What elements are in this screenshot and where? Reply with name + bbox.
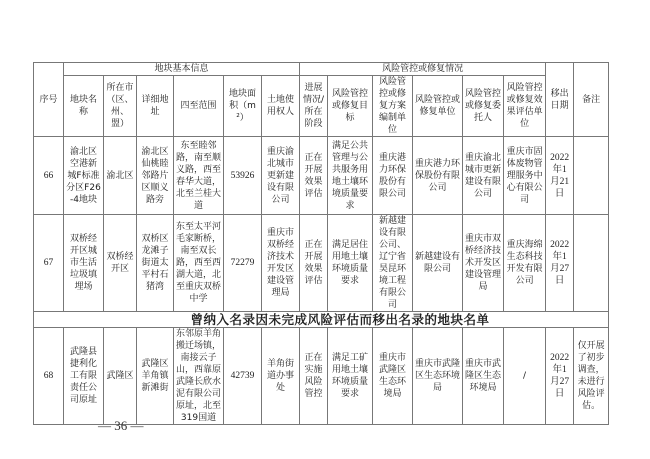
header-seq: 序号 [34, 63, 64, 137]
table-cell: 42739 [224, 328, 262, 425]
header-col: 地块面积（m²） [224, 76, 262, 137]
table-cell: 重庆市武隆区生态环境局 [373, 328, 413, 425]
table-row [34, 137, 609, 215]
header-row [34, 76, 609, 137]
table-cell: 重庆市武隆区生态环境局 [463, 328, 504, 425]
table-cell: 满足居住用地土壤环境质量要求 [328, 215, 373, 312]
removed-sites-table [33, 62, 609, 425]
table-cell: 重庆海绵生态科技开发有限公司 [504, 215, 546, 312]
table-cell: 双桥经开区城市生活垃圾填埋场 [64, 215, 104, 312]
header-remark: 备注 [574, 63, 609, 137]
table-cell: 渝北区 [104, 137, 137, 215]
row-seq: 67 [34, 215, 64, 312]
table-cell [574, 137, 609, 215]
header-group-risk: 风险管控或修复情况 [300, 63, 546, 76]
table-cell: 重庆港力环保股份有限公司 [413, 137, 463, 215]
table-cell: 仅开展了初步调查，未进行风险评估。 [574, 328, 609, 425]
table-cell: 2022年1月27日 [546, 328, 574, 425]
table-cell: 满足公共管理与公共服务用地土壤环境质量要求 [328, 137, 373, 215]
table-cell: 正在开展效果评估 [300, 137, 328, 215]
header-col: 风险管控或修复委托人 [463, 76, 504, 137]
table-cell: 东至睦邻路，南至顺义路，西至春华大道，北至兰桂大道 [174, 137, 224, 215]
table-cell: 双桥经开区 [104, 215, 137, 312]
row-seq: 68 [34, 328, 64, 425]
table-row [34, 328, 609, 425]
header-col: 四至范围 [174, 76, 224, 137]
header-group-row [34, 63, 609, 76]
table-cell: 武隆区 [104, 328, 137, 425]
table-cell: 羊角街道办事处 [262, 328, 300, 425]
table-cell: 2022年1月21日 [546, 137, 574, 215]
table-cell: 重庆港力环保股份有限公司 [373, 137, 413, 215]
header-group-basic: 地块基本信息 [64, 63, 300, 76]
table-cell: 重庆市武隆区生态环境局 [413, 328, 463, 425]
table-cell: 武隆县捷利化工有限责任公司原址 [64, 328, 104, 425]
table-cell: 新越建设有限公司 [413, 215, 463, 312]
table-cell: 2022年1月27日 [546, 215, 574, 312]
header-col: 进展情况/所在阶段 [300, 76, 328, 137]
table-cell: 重庆市双桥经济技术开发区建设管理局 [463, 215, 504, 312]
header-moved-date: 移出日期 [546, 63, 574, 137]
table-cell: 重庆渝北城市更新建设有限公司 [463, 137, 504, 215]
table-cell: 53926 [224, 137, 262, 215]
table-cell: 武隆区羊角镇新滩街 [137, 328, 174, 425]
table-cell: 双桥区龙滩子街道太平村石猪湾 [137, 215, 174, 312]
table-cell: 渝北区空港新城F标准分区F26-4地块 [64, 137, 104, 215]
header-col: 地块名称 [64, 76, 104, 137]
header-col: 土地使用权人 [262, 76, 300, 137]
table-cell: 72279 [224, 215, 262, 312]
header-col: 所在市（区、州、盟） [104, 76, 137, 137]
header-col: 风险管控或修复目标 [328, 76, 373, 137]
section-row [34, 312, 609, 328]
table-cell: 渝北区仙桃睦邻路片区顺义路旁 [137, 137, 174, 215]
table-cell: 满足工矿用地土壤环境质量要求 [328, 328, 373, 425]
table-cell: 重庆市双桥经济技术开发区建设管理局 [262, 215, 300, 312]
header-col: 风险管控或修复单位 [413, 76, 463, 137]
table-cell: 重庆渝北城市更新建设有限公司 [262, 137, 300, 215]
table-cell: 正在开展效果评估 [300, 215, 328, 312]
table-cell: 新越建设有限公司、辽宁省昊昆环境工程有限公司 [373, 215, 413, 312]
header-col: 风险管控或修复效果评估单位 [504, 76, 546, 137]
row-seq: 66 [34, 137, 64, 215]
table-cell: 重庆市固体废物管理服务中心有限公司 [504, 137, 546, 215]
table-cell: 东至太平河毛家断桥，南至双长路，西至西湖大道，北至重庆双桥中学 [174, 215, 224, 312]
header-col: 风险管控或修复方案编制单位 [373, 76, 413, 137]
table-cell: 正在实施风险管控 [300, 328, 328, 425]
table-cell: / [504, 328, 546, 425]
table-cell: 东邻原羊角搬迁场镇，南接云子山，西靠原武隆长欣水泥有限公司原址，北至319国道 [174, 328, 224, 425]
header-col: 详细地址 [137, 76, 174, 137]
table-row [34, 215, 609, 312]
table-cell [574, 215, 609, 312]
section-title: 曾纳入名录因未完成风险评估而移出名录的地块名单 [34, 312, 609, 328]
page-number: — 36 — [98, 418, 144, 433]
